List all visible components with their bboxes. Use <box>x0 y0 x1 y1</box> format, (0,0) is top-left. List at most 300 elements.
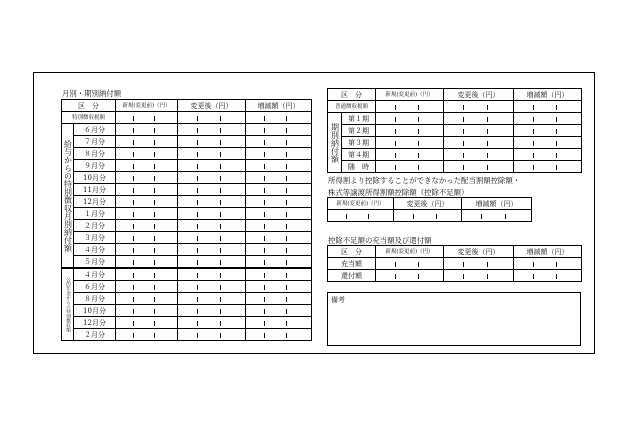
row-label: ４月分 <box>74 244 116 256</box>
table-header-row <box>328 198 532 210</box>
amount-cell[interactable] <box>116 317 178 329</box>
header-delta: 増減額（円） <box>246 100 312 112</box>
amount-cell[interactable] <box>376 101 444 113</box>
digit-separator-tick <box>197 116 198 121</box>
period-row <box>328 125 582 137</box>
digit-separator-tick <box>533 117 534 122</box>
digit-separator-tick <box>533 165 534 170</box>
row-label: 第１期 <box>342 113 376 125</box>
digit-separator-tick <box>264 236 265 241</box>
digit-separator-tick <box>264 224 265 229</box>
pension-month-row <box>62 281 312 293</box>
digit-separator-tick <box>154 212 155 217</box>
amount-cell[interactable] <box>116 305 178 317</box>
salary-month-row <box>62 244 312 256</box>
amount-cell[interactable] <box>116 160 178 172</box>
amount-cell[interactable] <box>246 184 312 196</box>
amount-cell[interactable] <box>246 196 312 208</box>
digit-separator-tick <box>154 224 155 229</box>
row-label: ２月分 <box>74 329 116 341</box>
digit-separator-tick <box>264 188 265 193</box>
digit-separator-tick <box>220 128 221 133</box>
amount-cell[interactable] <box>246 293 312 305</box>
digit-separator-tick <box>154 116 155 121</box>
row-label: １月分 <box>74 208 116 220</box>
digit-separator-tick <box>487 262 488 267</box>
header-changed: 変更後（円） <box>444 89 514 101</box>
digit-separator-tick <box>220 116 221 121</box>
refund-row <box>328 270 582 282</box>
row-label: 第４期 <box>342 149 376 161</box>
digit-separator-tick <box>264 333 265 338</box>
digit-separator-tick <box>197 297 198 302</box>
digit-separator-tick <box>154 176 155 181</box>
monthly-payment-title: 月別・期別納付額 <box>62 89 122 98</box>
amount-cell[interactable] <box>116 124 178 136</box>
amount-cell[interactable] <box>178 256 246 269</box>
salary-month-row <box>62 160 312 172</box>
amount-cell[interactable] <box>444 149 514 161</box>
amount-cell[interactable] <box>246 208 312 220</box>
digit-separator-tick <box>220 248 221 253</box>
digit-separator-tick <box>413 214 414 219</box>
digit-separator-tick <box>533 105 534 110</box>
amount-cell[interactable] <box>328 210 394 222</box>
period-row <box>328 137 582 149</box>
digit-separator-tick <box>418 141 419 146</box>
salary-month-row <box>62 172 312 184</box>
period-row <box>328 113 582 125</box>
digit-separator-tick <box>133 321 134 326</box>
amount-cell[interactable] <box>246 148 312 160</box>
digit-separator-tick <box>556 129 557 134</box>
digit-separator-tick <box>463 117 464 122</box>
salary-month-row <box>62 256 312 269</box>
deduction-amount-row <box>328 210 532 222</box>
digit-separator-tick <box>154 152 155 157</box>
digit-separator-tick <box>264 128 265 133</box>
digit-separator-tick <box>154 321 155 326</box>
header-changed: 変更後（円） <box>444 246 514 258</box>
header-new: 新規(変更前)（円） <box>376 89 444 101</box>
digit-separator-tick <box>264 309 265 314</box>
digit-separator-tick <box>154 248 155 253</box>
amount-cell[interactable] <box>178 317 246 329</box>
digit-separator-tick <box>286 297 287 302</box>
digit-separator-tick <box>487 153 488 158</box>
amount-cell[interactable] <box>116 232 178 244</box>
digit-separator-tick <box>463 129 464 134</box>
amount-cell[interactable] <box>514 161 582 173</box>
digit-separator-tick <box>395 262 396 267</box>
digit-separator-tick <box>197 248 198 253</box>
amount-cell[interactable] <box>514 125 582 137</box>
digit-separator-tick <box>220 152 221 157</box>
digit-separator-tick <box>264 140 265 145</box>
amount-cell[interactable] <box>178 281 246 293</box>
digit-separator-tick <box>418 262 419 267</box>
digit-separator-tick <box>197 273 198 278</box>
amount-cell[interactable] <box>178 293 246 305</box>
amount-cell[interactable] <box>178 305 246 317</box>
amount-cell[interactable] <box>246 244 312 256</box>
amount-cell[interactable] <box>394 210 462 222</box>
digit-separator-tick <box>133 116 134 121</box>
digit-separator-tick <box>133 309 134 314</box>
digit-separator-tick <box>133 248 134 253</box>
digit-separator-tick <box>133 236 134 241</box>
row-label: 随 時 <box>342 161 376 173</box>
amount-cell[interactable] <box>178 220 246 232</box>
salary-month-row <box>62 196 312 208</box>
amount-cell[interactable] <box>116 220 178 232</box>
digit-separator-tick <box>264 297 265 302</box>
amount-cell[interactable] <box>246 112 312 124</box>
digit-separator-tick <box>481 214 482 219</box>
amount-cell[interactable] <box>514 149 582 161</box>
digit-separator-tick <box>556 262 557 267</box>
digit-separator-tick <box>197 236 198 241</box>
amount-cell[interactable] <box>444 137 514 149</box>
period-row <box>328 161 582 173</box>
digit-separator-tick <box>286 224 287 229</box>
amount-cell[interactable] <box>178 208 246 220</box>
amount-cell[interactable] <box>116 112 178 124</box>
pension-group-label: 公的年金からの特別徴収額 <box>62 268 74 341</box>
amount-cell[interactable] <box>178 196 246 208</box>
amount-cell[interactable] <box>178 124 246 136</box>
amount-cell[interactable] <box>376 258 444 270</box>
digit-separator-tick <box>197 333 198 338</box>
table-header-row <box>328 89 582 101</box>
digit-separator-tick <box>418 117 419 122</box>
deduction-title-line1: 所得割より控除することができなかった配当割額控除額・ <box>328 176 521 185</box>
digit-separator-tick <box>286 309 287 314</box>
amount-cell[interactable] <box>246 136 312 148</box>
digit-separator-tick <box>463 105 464 110</box>
digit-separator-tick <box>264 152 265 157</box>
amount-cell[interactable] <box>178 244 246 256</box>
special-tax-label: 特別徴収税額 <box>62 112 116 124</box>
amount-cell[interactable] <box>376 113 444 125</box>
amount-cell[interactable] <box>246 124 312 136</box>
digit-separator-tick <box>220 212 221 217</box>
digit-separator-tick <box>220 333 221 338</box>
digit-separator-tick <box>264 260 265 265</box>
digit-separator-tick <box>556 274 557 279</box>
digit-separator-tick <box>533 141 534 146</box>
amount-cell[interactable] <box>178 268 246 281</box>
digit-separator-tick <box>197 164 198 169</box>
digit-separator-tick <box>197 152 198 157</box>
digit-separator-tick <box>154 140 155 145</box>
digit-separator-tick <box>286 321 287 326</box>
digit-separator-tick <box>220 273 221 278</box>
amount-cell[interactable] <box>246 281 312 293</box>
amount-cell[interactable] <box>444 101 514 113</box>
row-label: 第３期 <box>342 137 376 149</box>
digit-separator-tick <box>395 141 396 146</box>
amount-cell[interactable] <box>376 137 444 149</box>
digit-separator-tick <box>133 164 134 169</box>
row-label: 12月分 <box>74 317 116 329</box>
digit-separator-tick <box>533 262 534 267</box>
table-header-row <box>328 246 582 258</box>
digit-separator-tick <box>286 273 287 278</box>
digit-separator-tick <box>133 212 134 217</box>
digit-separator-tick <box>264 273 265 278</box>
amount-cell[interactable] <box>444 270 514 282</box>
header-changed: 変更後（円） <box>394 198 462 210</box>
digit-separator-tick <box>264 164 265 169</box>
notes-box[interactable] <box>327 292 581 346</box>
amount-cell[interactable] <box>116 244 178 256</box>
amount-cell[interactable] <box>514 258 582 270</box>
amount-cell[interactable] <box>514 113 582 125</box>
salary-month-row <box>62 136 312 148</box>
amount-cell[interactable] <box>116 293 178 305</box>
digit-separator-tick <box>286 188 287 193</box>
digit-separator-tick <box>220 164 221 169</box>
digit-separator-tick <box>197 285 198 290</box>
ordinary-tax-row <box>328 101 582 113</box>
amount-cell[interactable] <box>444 125 514 137</box>
header-changed: 変更後（円） <box>178 100 246 112</box>
digit-separator-tick <box>286 116 287 121</box>
digit-separator-tick <box>264 116 265 121</box>
row-label: ７月分 <box>74 136 116 148</box>
amount-cell[interactable] <box>178 148 246 160</box>
row-label: ９月分 <box>74 160 116 172</box>
salary-month-row <box>62 232 312 244</box>
digit-separator-tick <box>197 140 198 145</box>
amount-cell[interactable] <box>246 329 312 341</box>
digit-separator-tick <box>463 165 464 170</box>
digit-separator-tick <box>463 153 464 158</box>
digit-separator-tick <box>133 273 134 278</box>
digit-separator-tick <box>368 214 369 219</box>
row-label: ４月分 <box>74 268 116 281</box>
period-group-label: 期別納付額 <box>328 113 342 173</box>
digit-separator-tick <box>286 164 287 169</box>
digit-separator-tick <box>133 152 134 157</box>
digit-separator-tick <box>133 260 134 265</box>
digit-separator-tick <box>154 200 155 205</box>
pension-month-row <box>62 329 312 341</box>
header-new: 新規(変更前)（円） <box>376 246 444 258</box>
digit-separator-tick <box>197 200 198 205</box>
salary-group-label: 給与からの特別徴収月別納付額 <box>62 124 74 269</box>
digit-separator-tick <box>286 212 287 217</box>
digit-separator-tick <box>286 176 287 181</box>
digit-separator-tick <box>487 105 488 110</box>
digit-separator-tick <box>533 129 534 134</box>
digit-separator-tick <box>133 176 134 181</box>
amount-cell[interactable] <box>116 136 178 148</box>
amount-cell[interactable] <box>462 210 532 222</box>
header-kubun: 区 分 <box>328 246 376 258</box>
digit-separator-tick <box>418 165 419 170</box>
digit-separator-tick <box>154 188 155 193</box>
row-label: 10月分 <box>74 172 116 184</box>
amount-cell[interactable] <box>116 329 178 341</box>
amount-cell[interactable] <box>514 137 582 149</box>
digit-separator-tick <box>463 274 464 279</box>
row-label: 充当額 <box>328 258 376 270</box>
header-kubun: 区 分 <box>328 89 376 101</box>
salary-month-row <box>62 184 312 196</box>
pension-month-row <box>62 268 312 281</box>
special-tax-row <box>62 112 312 124</box>
row-label: ２月分 <box>74 220 116 232</box>
digit-separator-tick <box>395 117 396 122</box>
digit-separator-tick <box>220 309 221 314</box>
digit-separator-tick <box>286 140 287 145</box>
digit-separator-tick <box>395 165 396 170</box>
digit-separator-tick <box>197 188 198 193</box>
amount-cell[interactable] <box>246 305 312 317</box>
row-label: 10月分 <box>74 305 116 317</box>
amount-cell[interactable] <box>514 101 582 113</box>
digit-separator-tick <box>346 214 347 219</box>
amount-cell[interactable] <box>116 184 178 196</box>
amount-cell[interactable] <box>444 161 514 173</box>
monthly-payment-table <box>61 99 312 341</box>
digit-separator-tick <box>133 128 134 133</box>
amount-cell[interactable] <box>246 268 312 281</box>
amount-cell[interactable] <box>116 281 178 293</box>
digit-separator-tick <box>286 200 287 205</box>
amount-cell[interactable] <box>246 172 312 184</box>
digit-separator-tick <box>395 105 396 110</box>
row-label: ３月分 <box>74 232 116 244</box>
digit-separator-tick <box>197 260 198 265</box>
amount-cell[interactable] <box>178 329 246 341</box>
amount-cell[interactable] <box>178 160 246 172</box>
salary-month-row <box>62 220 312 232</box>
amount-cell[interactable] <box>376 125 444 137</box>
digit-separator-tick <box>463 141 464 146</box>
digit-separator-tick <box>264 176 265 181</box>
digit-separator-tick <box>487 117 488 122</box>
digit-separator-tick <box>220 236 221 241</box>
amount-cell[interactable] <box>246 256 312 269</box>
amount-cell[interactable] <box>246 160 312 172</box>
row-label: ６月分 <box>74 281 116 293</box>
digit-separator-tick <box>418 129 419 134</box>
digit-separator-tick <box>154 297 155 302</box>
digit-separator-tick <box>133 188 134 193</box>
digit-separator-tick <box>133 200 134 205</box>
deduction-title-line2: 株式等譲渡所得割額控除額（控除不足額） <box>328 188 469 197</box>
digit-separator-tick <box>220 297 221 302</box>
notes-label: 備考 <box>331 296 345 304</box>
digit-separator-tick <box>264 212 265 217</box>
amount-cell[interactable] <box>444 113 514 125</box>
amount-cell[interactable] <box>376 161 444 173</box>
amount-cell[interactable] <box>178 136 246 148</box>
row-label: ６月分 <box>74 124 116 136</box>
digit-separator-tick <box>487 129 488 134</box>
amount-cell[interactable] <box>116 196 178 208</box>
digit-separator-tick <box>154 333 155 338</box>
digit-separator-tick <box>487 274 488 279</box>
digit-separator-tick <box>133 224 134 229</box>
amount-cell[interactable] <box>246 232 312 244</box>
amount-cell[interactable] <box>116 208 178 220</box>
amount-cell[interactable] <box>116 268 178 281</box>
amount-cell[interactable] <box>116 148 178 160</box>
amount-cell[interactable] <box>444 258 514 270</box>
digit-separator-tick <box>264 285 265 290</box>
digit-separator-tick <box>286 248 287 253</box>
digit-separator-tick <box>220 188 221 193</box>
refund-table <box>327 245 582 282</box>
digit-separator-tick <box>395 129 396 134</box>
amount-cell[interactable] <box>178 184 246 196</box>
digit-separator-tick <box>533 274 534 279</box>
pension-month-row <box>62 293 312 305</box>
digit-separator-tick <box>154 128 155 133</box>
row-label: ５月分 <box>74 256 116 269</box>
row-label: ８月分 <box>74 148 116 160</box>
digit-separator-tick <box>264 321 265 326</box>
deduction-table <box>327 197 532 222</box>
amount-cell[interactable] <box>246 220 312 232</box>
digit-separator-tick <box>286 236 287 241</box>
amount-cell[interactable] <box>116 172 178 184</box>
amount-cell[interactable] <box>514 270 582 282</box>
digit-separator-tick <box>418 274 419 279</box>
amount-cell[interactable] <box>178 172 246 184</box>
digit-separator-tick <box>556 105 557 110</box>
digit-separator-tick <box>197 212 198 217</box>
digit-separator-tick <box>133 297 134 302</box>
header-new: 新規(変更前)（円） <box>116 100 178 112</box>
amount-cell[interactable] <box>178 232 246 244</box>
digit-separator-tick <box>220 140 221 145</box>
header-kubun: 区 分 <box>62 100 116 112</box>
digit-separator-tick <box>154 164 155 169</box>
digit-separator-tick <box>197 176 198 181</box>
digit-separator-tick <box>556 165 557 170</box>
table-header-row <box>62 100 312 112</box>
amount-cell[interactable] <box>376 270 444 282</box>
digit-separator-tick <box>505 214 506 219</box>
refund-row <box>328 258 582 270</box>
digit-separator-tick <box>533 153 534 158</box>
amount-cell[interactable] <box>246 317 312 329</box>
digit-separator-tick <box>418 153 419 158</box>
digit-separator-tick <box>556 117 557 122</box>
digit-separator-tick <box>436 214 437 219</box>
period-row <box>328 149 582 161</box>
digit-separator-tick <box>418 105 419 110</box>
header-delta: 増減額（円） <box>514 89 582 101</box>
digit-separator-tick <box>220 260 221 265</box>
digit-separator-tick <box>197 128 198 133</box>
digit-separator-tick <box>154 309 155 314</box>
amount-cell[interactable] <box>376 149 444 161</box>
salary-month-row <box>62 148 312 160</box>
amount-cell[interactable] <box>116 256 178 269</box>
header-new: 新規(変更前)（円） <box>328 198 394 210</box>
digit-separator-tick <box>220 200 221 205</box>
amount-cell[interactable] <box>178 112 246 124</box>
digit-separator-tick <box>197 321 198 326</box>
digit-separator-tick <box>154 236 155 241</box>
digit-separator-tick <box>556 153 557 158</box>
